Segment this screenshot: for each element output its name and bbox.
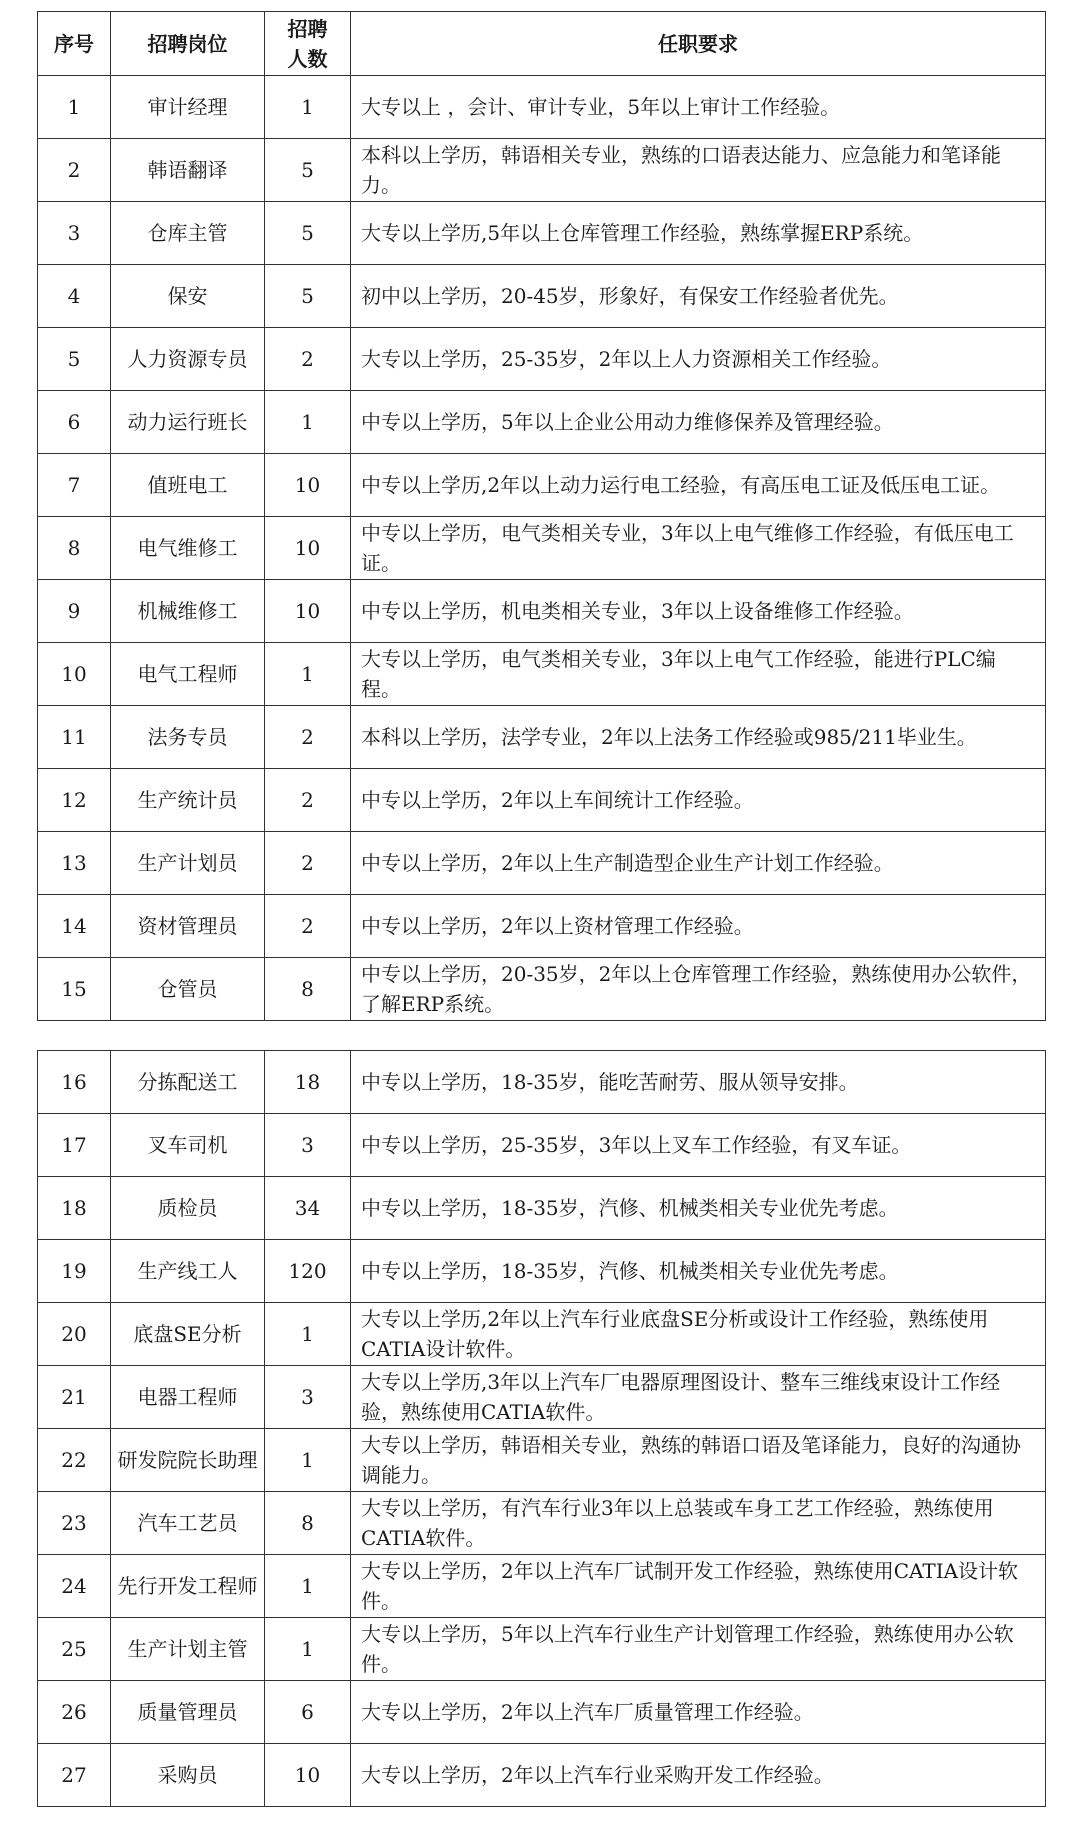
job-title: 生产计划员 bbox=[111, 832, 265, 895]
requirements: 初中以上学历，20-45岁，形象好，有保安工作经验者优先。 bbox=[351, 265, 1046, 328]
headcount: 120 bbox=[265, 1240, 351, 1303]
header-job: 招聘岗位 bbox=[111, 12, 265, 76]
headcount: 5 bbox=[265, 139, 351, 202]
table-row bbox=[38, 76, 1046, 139]
headcount: 1 bbox=[265, 391, 351, 454]
requirements: 中专以上学历，2年以上生产制造型企业生产计划工作经验。 bbox=[351, 832, 1046, 895]
requirements: 中专以上学历，25-35岁，3年以上叉车工作经验，有叉车证。 bbox=[351, 1114, 1046, 1177]
header-requirements: 任职要求 bbox=[351, 12, 1046, 76]
table-row bbox=[38, 1744, 1046, 1807]
requirements: 本科以上学历，韩语相关专业，熟练的口语表达能力、应急能力和笔译能力。 bbox=[351, 139, 1046, 202]
job-title: 底盘SE分析 bbox=[111, 1303, 265, 1366]
requirements: 大专以上学历，2年以上汽车厂试制开发工作经验，熟练使用CATIA设计软件。 bbox=[351, 1555, 1046, 1618]
header-count-line-2: 人数 bbox=[287, 46, 328, 71]
row-number: 13 bbox=[38, 832, 111, 895]
headcount: 18 bbox=[265, 1051, 351, 1114]
job-title: 采购员 bbox=[111, 1744, 265, 1807]
job-title: 生产统计员 bbox=[111, 769, 265, 832]
headcount: 1 bbox=[265, 1618, 351, 1681]
job-title: 研发院院长助理 bbox=[111, 1429, 265, 1492]
headcount: 1 bbox=[265, 76, 351, 139]
row-number: 7 bbox=[38, 454, 111, 517]
requirements: 大专以上学历，2年以上汽车行业采购开发工作经验。 bbox=[351, 1744, 1046, 1807]
row-number: 27 bbox=[38, 1744, 111, 1807]
job-title: 保安 bbox=[111, 265, 265, 328]
headcount: 8 bbox=[265, 1492, 351, 1555]
headcount: 2 bbox=[265, 769, 351, 832]
requirements: 中专以上学历，18-35岁，汽修、机械类相关专业优先考虑。 bbox=[351, 1177, 1046, 1240]
headcount: 34 bbox=[265, 1177, 351, 1240]
row-number: 4 bbox=[38, 265, 111, 328]
job-title: 审计经理 bbox=[111, 76, 265, 139]
headcount: 5 bbox=[265, 202, 351, 265]
row-number: 19 bbox=[38, 1240, 111, 1303]
table-row bbox=[38, 1051, 1046, 1114]
table-row bbox=[38, 1366, 1046, 1429]
headcount: 2 bbox=[265, 832, 351, 895]
table-row bbox=[38, 706, 1046, 769]
table-row bbox=[38, 1492, 1046, 1555]
table-row bbox=[38, 202, 1046, 265]
row-number: 18 bbox=[38, 1177, 111, 1240]
job-title: 质检员 bbox=[111, 1177, 265, 1240]
table-row bbox=[38, 517, 1046, 580]
header-no: 序号 bbox=[38, 12, 111, 76]
requirements: 大专以上学历,3年以上汽车厂电器原理图设计、整车三维线束设计工作经验，熟练使用CATIA软件。 bbox=[351, 1366, 1046, 1429]
table-row bbox=[38, 643, 1046, 706]
table-row bbox=[38, 1114, 1046, 1177]
row-number: 11 bbox=[38, 706, 111, 769]
table-row bbox=[38, 1618, 1046, 1681]
row-number: 3 bbox=[38, 202, 111, 265]
job-title: 汽车工艺员 bbox=[111, 1492, 265, 1555]
table-row bbox=[38, 769, 1046, 832]
headcount: 2 bbox=[265, 895, 351, 958]
recruitment-table-part1 bbox=[37, 11, 1046, 1021]
headcount: 3 bbox=[265, 1366, 351, 1429]
row-number: 24 bbox=[38, 1555, 111, 1618]
requirements: 中专以上学历，2年以上车间统计工作经验。 bbox=[351, 769, 1046, 832]
requirements: 中专以上学历，20-35岁，2年以上仓库管理工作经验，熟练使用办公软件，了解ERP系统。 bbox=[351, 958, 1046, 1021]
job-title: 韩语翻译 bbox=[111, 139, 265, 202]
header-row bbox=[38, 12, 1046, 76]
table-row bbox=[38, 328, 1046, 391]
requirements: 中专以上学历，18-35岁，汽修、机械类相关专业优先考虑。 bbox=[351, 1240, 1046, 1303]
requirements: 大专以上学历，25-35岁，2年以上人力资源相关工作经验。 bbox=[351, 328, 1046, 391]
requirements: 大专以上学历，电气类相关专业，3年以上电气工作经验，能进行PLC编程。 bbox=[351, 643, 1046, 706]
row-number: 1 bbox=[38, 76, 111, 139]
table-row bbox=[38, 958, 1046, 1021]
row-number: 21 bbox=[38, 1366, 111, 1429]
job-title: 资材管理员 bbox=[111, 895, 265, 958]
job-title: 分拣配送工 bbox=[111, 1051, 265, 1114]
headcount: 3 bbox=[265, 1114, 351, 1177]
job-title: 值班电工 bbox=[111, 454, 265, 517]
requirements: 中专以上学历，2年以上资材管理工作经验。 bbox=[351, 895, 1046, 958]
row-number: 22 bbox=[38, 1429, 111, 1492]
headcount: 2 bbox=[265, 328, 351, 391]
row-number: 23 bbox=[38, 1492, 111, 1555]
requirements: 中专以上学历,2年以上动力运行电工经验，有高压电工证及低压电工证。 bbox=[351, 454, 1046, 517]
row-number: 5 bbox=[38, 328, 111, 391]
row-number: 8 bbox=[38, 517, 111, 580]
table-row bbox=[38, 580, 1046, 643]
job-title: 电气工程师 bbox=[111, 643, 265, 706]
table-row bbox=[38, 139, 1046, 202]
requirements: 大专以上学历，有汽车行业3年以上总装或车身工艺工作经验，熟练使用CATIA软件。 bbox=[351, 1492, 1046, 1555]
row-number: 20 bbox=[38, 1303, 111, 1366]
headcount: 1 bbox=[265, 1303, 351, 1366]
headcount: 10 bbox=[265, 454, 351, 517]
row-number: 9 bbox=[38, 580, 111, 643]
row-number: 14 bbox=[38, 895, 111, 958]
headcount: 1 bbox=[265, 1429, 351, 1492]
requirements: 大专以上学历，韩语相关专业，熟练的韩语口语及笔译能力，良好的沟通协调能力。 bbox=[351, 1429, 1046, 1492]
table-row bbox=[38, 832, 1046, 895]
row-number: 12 bbox=[38, 769, 111, 832]
table-row bbox=[38, 1429, 1046, 1492]
job-title: 先行开发工程师 bbox=[111, 1555, 265, 1618]
job-title: 机械维修工 bbox=[111, 580, 265, 643]
row-number: 6 bbox=[38, 391, 111, 454]
job-title: 仓管员 bbox=[111, 958, 265, 1021]
requirements: 大专以上学历，5年以上汽车行业生产计划管理工作经验，熟练使用办公软件。 bbox=[351, 1618, 1046, 1681]
requirements: 中专以上学历，18-35岁，能吃苦耐劳、服从领导安排。 bbox=[351, 1051, 1046, 1114]
requirements: 大专以上学历，2年以上汽车厂质量管理工作经验。 bbox=[351, 1681, 1046, 1744]
requirements: 中专以上学历，电气类相关专业，3年以上电气维修工作经验，有低压电工证。 bbox=[351, 517, 1046, 580]
headcount: 2 bbox=[265, 706, 351, 769]
row-number: 26 bbox=[38, 1681, 111, 1744]
row-number: 17 bbox=[38, 1114, 111, 1177]
headcount: 1 bbox=[265, 643, 351, 706]
recruitment-table-part2 bbox=[37, 1050, 1046, 1807]
requirements: 大专以上学历,2年以上汽车行业底盘SE分析或设计工作经验，熟练使用CATIA设计软件。 bbox=[351, 1303, 1046, 1366]
headcount: 6 bbox=[265, 1681, 351, 1744]
job-title: 法务专员 bbox=[111, 706, 265, 769]
job-title: 动力运行班长 bbox=[111, 391, 265, 454]
table-row bbox=[38, 265, 1046, 328]
row-number: 15 bbox=[38, 958, 111, 1021]
row-number: 25 bbox=[38, 1618, 111, 1681]
job-title: 仓库主管 bbox=[111, 202, 265, 265]
job-title: 叉车司机 bbox=[111, 1114, 265, 1177]
requirements: 本科以上学历，法学专业，2年以上法务工作经验或985/211毕业生。 bbox=[351, 706, 1046, 769]
header-count bbox=[265, 12, 351, 76]
table-row bbox=[38, 391, 1046, 454]
header-count-line-1: 招聘 bbox=[287, 16, 328, 41]
job-title: 电气维修工 bbox=[111, 517, 265, 580]
table-row bbox=[38, 1240, 1046, 1303]
requirements: 中专以上学历，5年以上企业公用动力维修保养及管理经验。 bbox=[351, 391, 1046, 454]
requirements: 中专以上学历，机电类相关专业，3年以上设备维修工作经验。 bbox=[351, 580, 1046, 643]
headcount: 1 bbox=[265, 1555, 351, 1618]
requirements: 大专以上 ，会计、审计专业，5年以上审计工作经验。 bbox=[351, 76, 1046, 139]
job-title: 生产线工人 bbox=[111, 1240, 265, 1303]
table-row bbox=[38, 454, 1046, 517]
job-title: 人力资源专员 bbox=[111, 328, 265, 391]
table-row bbox=[38, 1681, 1046, 1744]
headcount: 5 bbox=[265, 265, 351, 328]
row-number: 2 bbox=[38, 139, 111, 202]
table-row bbox=[38, 1555, 1046, 1618]
row-number: 16 bbox=[38, 1051, 111, 1114]
row-number: 10 bbox=[38, 643, 111, 706]
table-row bbox=[38, 895, 1046, 958]
headcount: 10 bbox=[265, 1744, 351, 1807]
headcount: 8 bbox=[265, 958, 351, 1021]
table-row bbox=[38, 1303, 1046, 1366]
requirements: 大专以上学历,5年以上仓库管理工作经验，熟练掌握ERP系统。 bbox=[351, 202, 1046, 265]
job-title: 质量管理员 bbox=[111, 1681, 265, 1744]
headcount: 10 bbox=[265, 580, 351, 643]
table-row bbox=[38, 1177, 1046, 1240]
job-title: 电器工程师 bbox=[111, 1366, 265, 1429]
job-title: 生产计划主管 bbox=[111, 1618, 265, 1681]
headcount: 10 bbox=[265, 517, 351, 580]
